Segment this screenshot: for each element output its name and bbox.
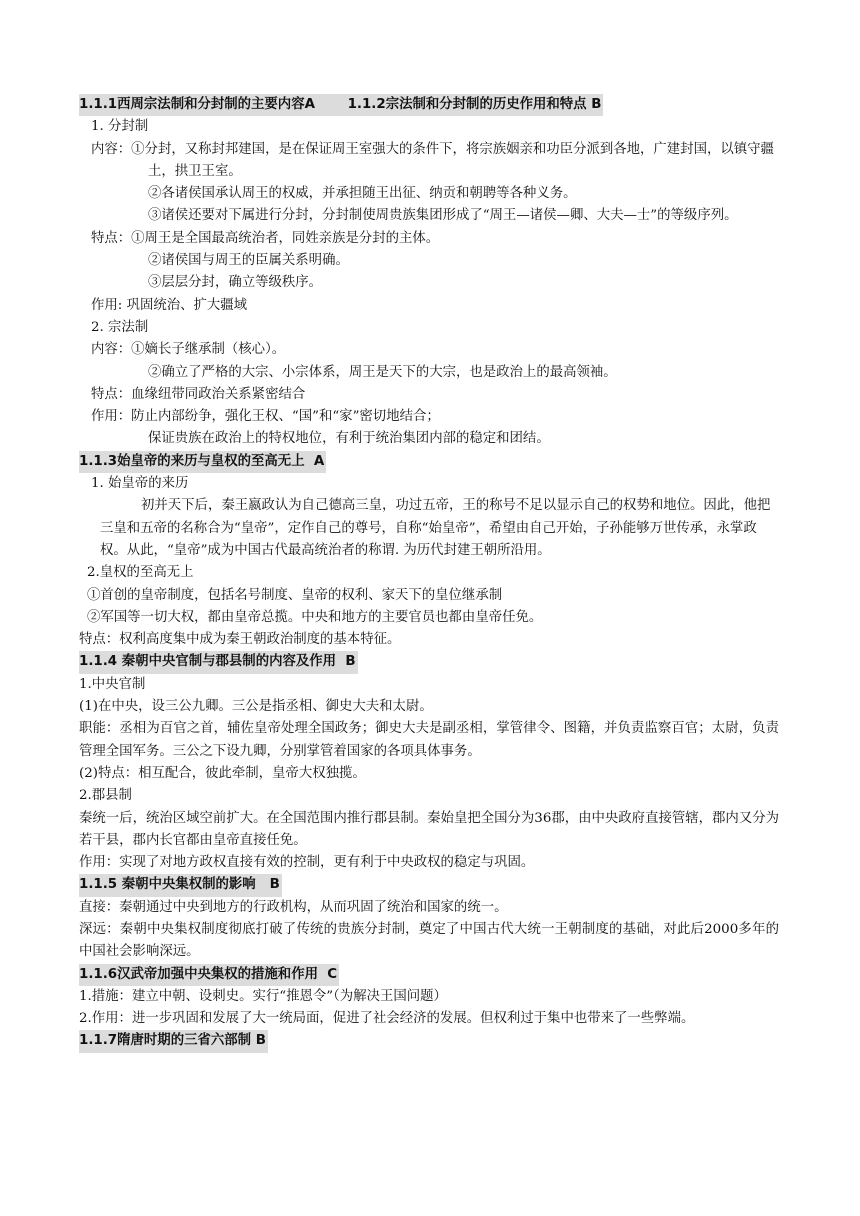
feature-line: ③层层分封，确立等级秩序。 [148,275,323,291]
content-line: 2.作用：进一步巩固和发展了大一统局面，促进了社会经济的发展。但权利过于集中也带来了一些弊端。 [79,1011,695,1027]
content-line: ②各诸侯国承认周王的权威，并承担随王出征、纳贡和朝聘等各种义务。 [148,186,577,202]
feature-line: 特点：①周王是全国最高统治者，同姓亲族是分封的主体。 [91,230,440,246]
effect-line: 作用：实现了对地方政权直接有效的控制，更有利于中央政权的稳定与巩固。 [79,855,535,871]
subsection-title: 1. 分封制 [91,119,149,135]
content-line: (2)特点：相互配合，彼此牵制，皇帝大权独揽。 [79,765,366,781]
section-heading: 1.1.3始皇帝的来历与皇权的至高无上 A [79,451,326,473]
effect-line: 作用: 巩固统治、扩大疆域 [91,297,248,313]
section-heading: 1.1.1西周宗法制和分封制的主要内容A 1.1.2宗法制和分封制的历史作用和特点 B [79,94,603,116]
subsection-title: 2.郡县制 [79,788,132,804]
content-line: 1.措施：建立中朝、设刺史。实行“推恩令”（为解决王国问题） [79,988,447,1004]
content-line: ③诸侯还要对下属进行分封，分封制使周贵族集团形成了“周王—诸侯—卿、大夫—士”的等级序列。 [148,208,738,224]
content-line: 内容：①分封，又称封邦建国，是在保证周王室强大的条件下，将宗族姻亲和功臣分派到各地，广建封国，以镇守疆土，拱卫王室。 [91,141,774,179]
content-line: ②确立了严格的大宗、小宗体系，周王是天下的大宗，也是政治上的最高领袖。 [148,364,617,380]
content-line: (1)在中央，设三公九卿。三公是指丞相、御史大夫和太尉。 [79,699,433,715]
list-item: ②军国等一切大权，都由皇帝总揽。中央和地方的主要官员也都由皇帝任免。 [87,609,543,625]
content-line: 直接：秦朝通过中央到地方的行政机构，从而巩固了统治和国家的统一。 [79,899,508,915]
content-line: 职能：丞相为百官之首，辅佐皇帝处理全国政务；御史大夫是副丞相，掌管律令、图籍，并负责监察百官；太尉，负责管理全国军务。三公之下设九卿，分别掌管着国家的各项具体事务。 [79,721,779,759]
subsection-title: 1. 始皇帝的来历 [91,476,189,492]
feature-line: ②诸侯国与周王的臣属关系明确。 [148,253,349,269]
document-page [79,94,779,1053]
content-line: 深远：秦朝中央集权制度彻底打破了传统的贵族分封制，奠定了中国古代大统一王朝制度的基础，对此后2000多年的中国社会影响深远。 [79,921,779,960]
feature-line: 特点：权利高度集中成为秦王朝政治制度的基本特征。 [79,632,401,648]
content-line: 内容：①嫡长子继承制（核心）。 [91,342,286,358]
feature-line: 特点：血缘纽带同政治关系紧密结合 [91,386,306,402]
paragraph: 初并天下后，秦王嬴政认为自己德高三皇，功过五帝，王的称号不足以显示自己的权势和地位。因此，他把三皇和五帝的名称合为“皇帝”，定作自己的尊号，自称“始皇帝”，希望由自己开始，子孙能够万世传承，永掌政权。从此，“皇帝”成为中国古代最高统治者的称谓. 为历代封建王朝所沿用。 [100,498,771,558]
section-heading: 1.1.4 秦朝中央官制与郡县制的内容及作用 B [79,651,358,673]
subsection-title: 2.皇权的至高无上 [87,565,194,581]
section-heading: 1.1.6汉武帝加强中央集权的措施和作用 C [79,964,339,986]
subsection-title: 1.中央官制 [79,676,146,692]
section-heading: 1.1.7隋唐时期的三省六部制 B [79,1030,268,1052]
effect-line: 保证贵族在政治上的特权地位，有利于统治集团内部的稳定和团结。 [148,431,550,447]
subsection-title: 2. 宗法制 [91,319,149,335]
section-heading: 1.1.5 秦朝中央集权制的影响 B [79,874,282,896]
list-item: ①首创的皇帝制度，包括名号制度、皇帝的权利、家天下的皇位继承制 [87,587,503,603]
effect-line: 作用：防止内部纷争，强化王权、“国”和“家”密切地结合； [91,409,440,425]
content-line: 秦统一后，统治区域空前扩大。在全国范围内推行郡县制。秦始皇把全国分为36郡，由中央政府直接管辖，郡内又分为若干县，郡内长官都由皇帝直接任免。 [79,810,779,848]
